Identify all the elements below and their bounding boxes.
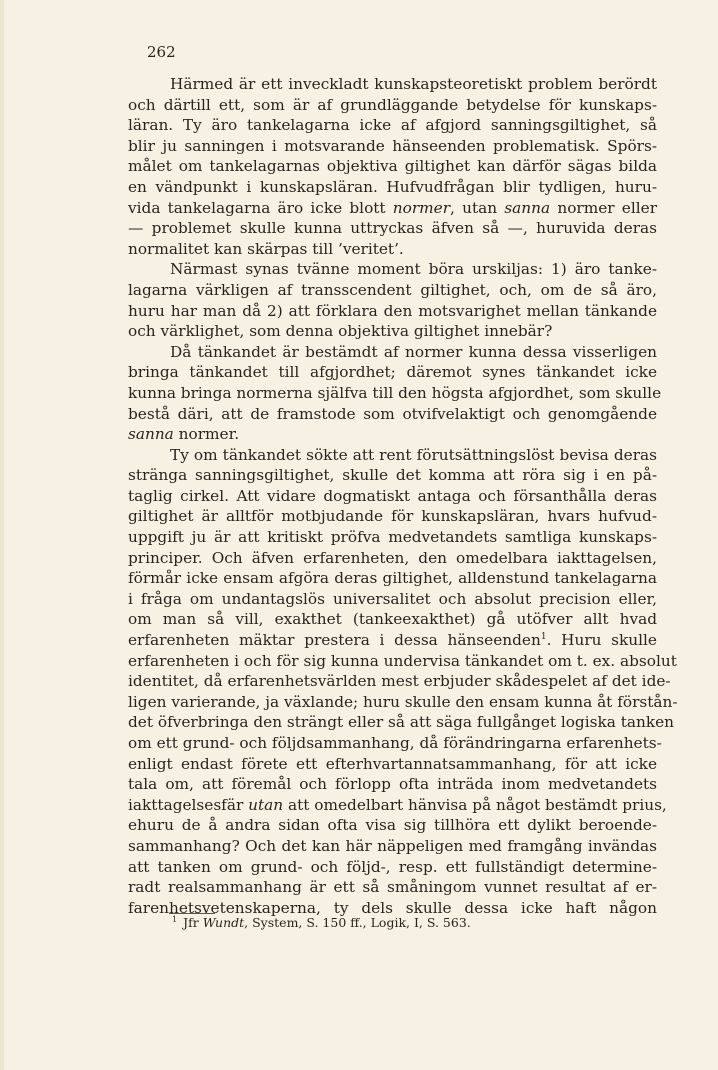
text-segment: normer eller: [550, 198, 658, 217]
text-segment: bringa tänkandet till afgjordhet; däremot synes tänkandet icke: [128, 363, 657, 382]
text-segment: och värklighet, som denna objektiva giltighet innebär?: [128, 322, 553, 341]
text-segment: taglig cirkel. Att vidare dogmatiskt antaga och försanthålla deras: [128, 486, 657, 505]
text-segment: Närmast synas tvänne moment böra urskiljas: 1) äro tanke-: [170, 260, 657, 279]
text-segment: lagarna värkligen af transscendent giltighet, och, om de så äro,: [128, 280, 657, 299]
text-line: [128, 321, 657, 342]
text-line: [128, 280, 657, 301]
text-line: [128, 877, 657, 898]
text-line: [128, 774, 657, 795]
text-segment: — problemet skulle kunna uttryckas äfven så —, huruvida deras: [128, 219, 657, 238]
text-line: [128, 836, 657, 857]
text-line: [128, 548, 657, 569]
text-line: [128, 198, 657, 219]
text-segment: vida tankelagarna äro icke blott: [128, 198, 393, 217]
text-line: [128, 362, 657, 383]
text-line: [128, 568, 657, 589]
text-line: [128, 692, 678, 713]
text-segment: , System, S. 150 ff., Logik, I, S. 563.: [244, 915, 471, 930]
text-line: [128, 651, 677, 672]
text-segment: principer. Och äfven erfarenheten, den omedelbara iakttagelsen,: [128, 548, 657, 567]
text-segment: blir ju sanningen i motsvarande hänseenden problematisk. Spörs-: [128, 136, 657, 155]
text-segment: radt realsammanhang är ett så småningom vunnet resultat af er-: [128, 878, 657, 897]
text-segment: en vändpunkt i kunskapsläran. Hufvudfrågan blir tydligen, huru-: [128, 177, 657, 196]
text-line: [128, 74, 657, 95]
text-line: [128, 589, 657, 610]
text-segment: identitet, då erfarenhetsvärlden mest erbjuder skådespelet af det ide-: [128, 672, 671, 691]
text-segment: det öfverbringa den strängt eller så att säga fullgånget logiska tanken: [128, 713, 675, 732]
text-line: [128, 156, 657, 177]
text-line: [128, 506, 657, 527]
text-line: [128, 239, 657, 260]
text-line: [128, 712, 675, 733]
text-segment: och därtill ett, som är af grundläggande betydelse för kunskaps-: [128, 95, 657, 114]
text-line: [128, 115, 657, 136]
text-segment: normer.: [173, 425, 240, 444]
text-segment: om man så vill, exakthet (tankeexakthet) gå utöfver allt hvad: [128, 610, 657, 629]
text-segment: Jfr: [183, 915, 203, 930]
text-segment: . Huru skulle: [546, 631, 657, 650]
text-line: [128, 630, 657, 651]
footnote-mark: 1: [172, 914, 178, 924]
text-segment: uppgift ju är att kritiskt pröfva medvetandets samtliga kunskaps-: [128, 528, 657, 547]
text-line: [128, 486, 657, 507]
text-line: [128, 259, 657, 280]
text-segment: farenhetsvetenskaperna, ty dels skulle dessa icke haft någon: [128, 898, 657, 917]
text-segment: huru har man då 2) att förklara den motsvarighet mellan tänkande: [128, 301, 657, 320]
text-segment: om ett grund- och följdsammanhang, då förändringarna erfarenhets-: [128, 734, 662, 752]
text-segment: giltighet är alltför motbjudande för kunskapsläran, hvars hufvud-: [128, 507, 657, 526]
text-line: [128, 342, 657, 363]
text-segment: Härmed är ett inveckladt kunskapsteoretiskt problem berördt: [170, 75, 657, 93]
text-line: [128, 95, 657, 116]
body-text: [128, 74, 678, 918]
text-line: [128, 815, 657, 836]
text-line: [128, 445, 657, 466]
footnote-reference: 1: [540, 631, 547, 642]
text-line: [128, 754, 657, 775]
emphasized-text: utan: [248, 795, 284, 814]
text-segment: målet om tankelagarnas objektiva giltighet kan därför sägas bilda: [128, 157, 657, 176]
text-line: [128, 177, 657, 198]
text-segment: i fråga om undantagslös universalitet och absolut precision eller,: [128, 589, 657, 608]
text-line: [128, 527, 657, 548]
text-line: [128, 424, 657, 445]
text-line: [128, 733, 662, 754]
page-number: 262: [147, 43, 176, 61]
text-segment: ehuru de å andra sidan ofta visa sig tillhöra ett dylikt beroende-: [128, 816, 657, 835]
text-line: [128, 218, 657, 239]
text-segment: ligen varierande, ja växlande; huru skulle den ensam kunna åt förstån-: [128, 692, 678, 711]
text-segment: kunna bringa normerna själfva till den högsta afgjordhet, som skulle: [128, 383, 662, 402]
emphasized-text: normer: [392, 198, 451, 217]
text-segment: förmår icke ensam afgöra deras giltighet, alldenstund tankelagarna: [128, 569, 657, 588]
footnote: [172, 913, 471, 933]
text-segment: iakttagelsesfär: [128, 795, 249, 814]
text-segment: erfarenheten i och för sig kunna undervisa tänkandet om t. ex. absolut: [128, 651, 677, 670]
text-line: [128, 857, 657, 878]
text-line: [128, 465, 657, 486]
text-line: [128, 404, 657, 425]
text-line: [128, 301, 657, 322]
text-line: [128, 671, 671, 692]
text-line: [128, 609, 657, 630]
text-segment: läran. Ty äro tankelagarna icke af afgjord sanningsgiltighet, så: [128, 116, 657, 135]
text-segment: att omedelbart hänvisa på något bestämdt prius,: [283, 795, 667, 814]
text-segment: enligt endast förete ett efterhvartannatsammanhang, för att icke: [128, 754, 657, 773]
footnote-text: [183, 915, 471, 930]
text-segment: att tanken om grund- och följd-, resp. ett fullständigt determine-: [128, 857, 657, 876]
text-segment: Då tänkandet är bestämdt af normer kunna dessa visserligen: [170, 342, 657, 361]
emphasized-text: sanna: [128, 425, 174, 444]
text-segment: sammanhang? Och det kan här näppeligen med framgång invändas: [128, 836, 657, 855]
text-line: [128, 795, 667, 816]
text-line: [128, 136, 657, 157]
text-segment: , utan: [450, 198, 505, 217]
emphasized-text: Wundt: [202, 915, 245, 930]
text-segment: normalitet kan skärpas till ’veritet’.: [128, 239, 404, 258]
text-segment: erfarenheten mäktar prestera i dessa hänseenden: [128, 631, 541, 650]
text-segment: bestå däri, att de framstode som otvifvelaktigt och genomgående: [128, 404, 657, 423]
text-segment: Ty om tänkandet sökte att rent förutsättningslöst bevisa deras: [170, 445, 657, 464]
text-segment: tala om, att föremål och förlopp ofta inträda inom medvetandets: [128, 775, 657, 794]
emphasized-text: sanna: [504, 198, 551, 217]
text-line: [128, 383, 662, 404]
text-segment: stränga sanningsgiltighet, skulle det komma att röra sig i en på-: [128, 466, 657, 485]
